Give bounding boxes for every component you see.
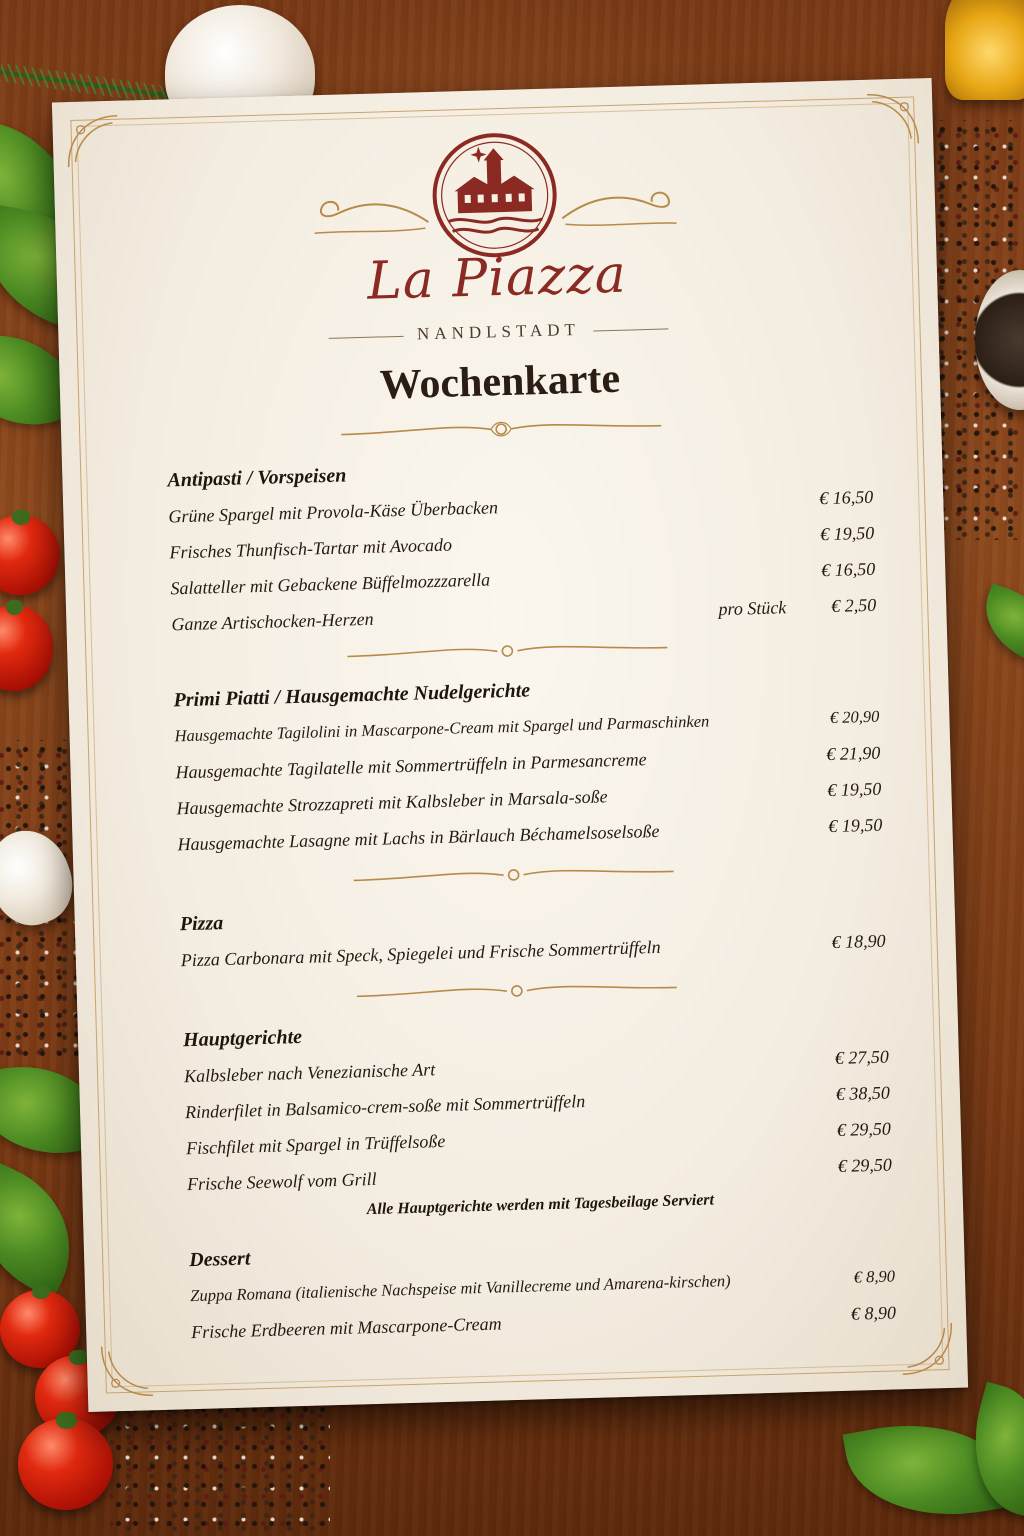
corner-ornament-icon bbox=[896, 1318, 958, 1380]
item-name: Grüne Spargel mit Provola-Käse Überbacken bbox=[168, 497, 499, 527]
city-rule-right bbox=[594, 328, 669, 331]
item-price: € 21,90 bbox=[826, 742, 881, 765]
cherry-tomato-icon bbox=[0, 515, 60, 595]
section-title: Antipasti / Vorspeisen bbox=[167, 464, 347, 492]
item-price: € 19,50 bbox=[828, 814, 883, 837]
item-price: € 20,90 bbox=[829, 706, 880, 728]
item-name: Hausgemachte Tagilatelle mit Sommertrüffeln in Parmesancreme bbox=[175, 749, 647, 783]
section-title: Pizza bbox=[179, 912, 224, 936]
section-primi-piatti bbox=[173, 670, 883, 863]
item-name: Zuppa Romana (italienische Nachspeise mit Vanillecreme und Amarena-kirschen) bbox=[189, 1271, 731, 1306]
item-name: Hausgemachte Lasagne mit Lachs in Bärlauch Béchamelsoselsoße bbox=[177, 820, 660, 855]
restaurant-logo-icon bbox=[428, 128, 562, 262]
cherry-tomato-icon bbox=[0, 605, 53, 691]
item-unit: pro Stück bbox=[718, 597, 787, 620]
item-price: € 19,50 bbox=[827, 778, 882, 801]
item-price: € 8,90 bbox=[850, 1302, 897, 1324]
item-price: € 38,50 bbox=[835, 1082, 891, 1105]
item-price: € 27,50 bbox=[834, 1046, 890, 1069]
item-name: Frisches Thunfisch-Tartar mit Avocado bbox=[169, 534, 453, 563]
item-price: € 19,50 bbox=[819, 522, 875, 545]
cherry-tomato-icon bbox=[18, 1418, 113, 1510]
section-title: Dessert bbox=[188, 1247, 251, 1272]
item-name: Rinderfilet in Balsamico-crem-soße mit Sommertrüffeln bbox=[184, 1091, 586, 1123]
item-price: € 29,50 bbox=[836, 1118, 892, 1141]
basil-leaf-icon bbox=[972, 583, 1024, 667]
item-price: € 16,50 bbox=[818, 486, 874, 509]
section-antipasti bbox=[167, 450, 877, 643]
menu-card bbox=[52, 78, 968, 1412]
flourish-right-icon bbox=[559, 175, 681, 238]
item-name: Kalbsleber nach Venezianische Art bbox=[183, 1059, 436, 1087]
item-price: € 2,50 bbox=[830, 594, 877, 616]
item-price: € 16,50 bbox=[820, 558, 876, 581]
city-rule-left bbox=[328, 335, 403, 338]
item-name: Fischfilet mit Spargel in Trüffelsoße bbox=[185, 1130, 446, 1159]
item-name: Salatteller mit Gebackene Büffelmozzzarella bbox=[170, 569, 491, 599]
corner-ornament-icon bbox=[862, 88, 924, 150]
item-price: € 18,90 bbox=[831, 930, 886, 953]
item-name: Frische Seewolf vom Grill bbox=[186, 1168, 377, 1195]
item-price: € 8,90 bbox=[853, 1266, 896, 1287]
item-name: Pizza Carbonara mit Speck, Spiegelei und Frische Sommertrüffeln bbox=[180, 936, 661, 971]
section-note: Alle Hauptgerichte werden mit Tagesbeilage Serviert bbox=[366, 1191, 715, 1219]
peppercorns-bottom bbox=[110, 1400, 330, 1536]
section-dessert bbox=[189, 1229, 897, 1350]
item-name: Hausgemachte Strozzapreti mit Kalbsleber in Marsala-soße bbox=[176, 786, 608, 819]
restaurant-name: La Piazza bbox=[366, 244, 628, 312]
olive-oil-jar-icon bbox=[945, 0, 1024, 100]
corner-ornament-icon bbox=[97, 1340, 159, 1402]
section-title: Primi Piatti / Hausgemachte Nudelgerichte bbox=[173, 679, 531, 712]
item-name: Frische Erdbeeren mit Mascarpone-Cream bbox=[190, 1313, 502, 1343]
item-name: Ganze Artischocken-Herzen bbox=[171, 608, 374, 635]
corner-ornament-icon bbox=[62, 111, 124, 173]
item-price: € 29,50 bbox=[837, 1154, 893, 1177]
menu-title: Wochenkarte bbox=[379, 355, 621, 409]
city-label: NANDLSTADT bbox=[416, 319, 581, 344]
section-title: Hauptgerichte bbox=[182, 1025, 303, 1052]
section-hauptgerichte bbox=[183, 1010, 893, 1225]
flourish-left-icon bbox=[309, 182, 431, 245]
item-name: Hausgemachte Tagilolini in Mascarpone-Cream mit Spargel und Parmaschinken bbox=[174, 711, 710, 746]
